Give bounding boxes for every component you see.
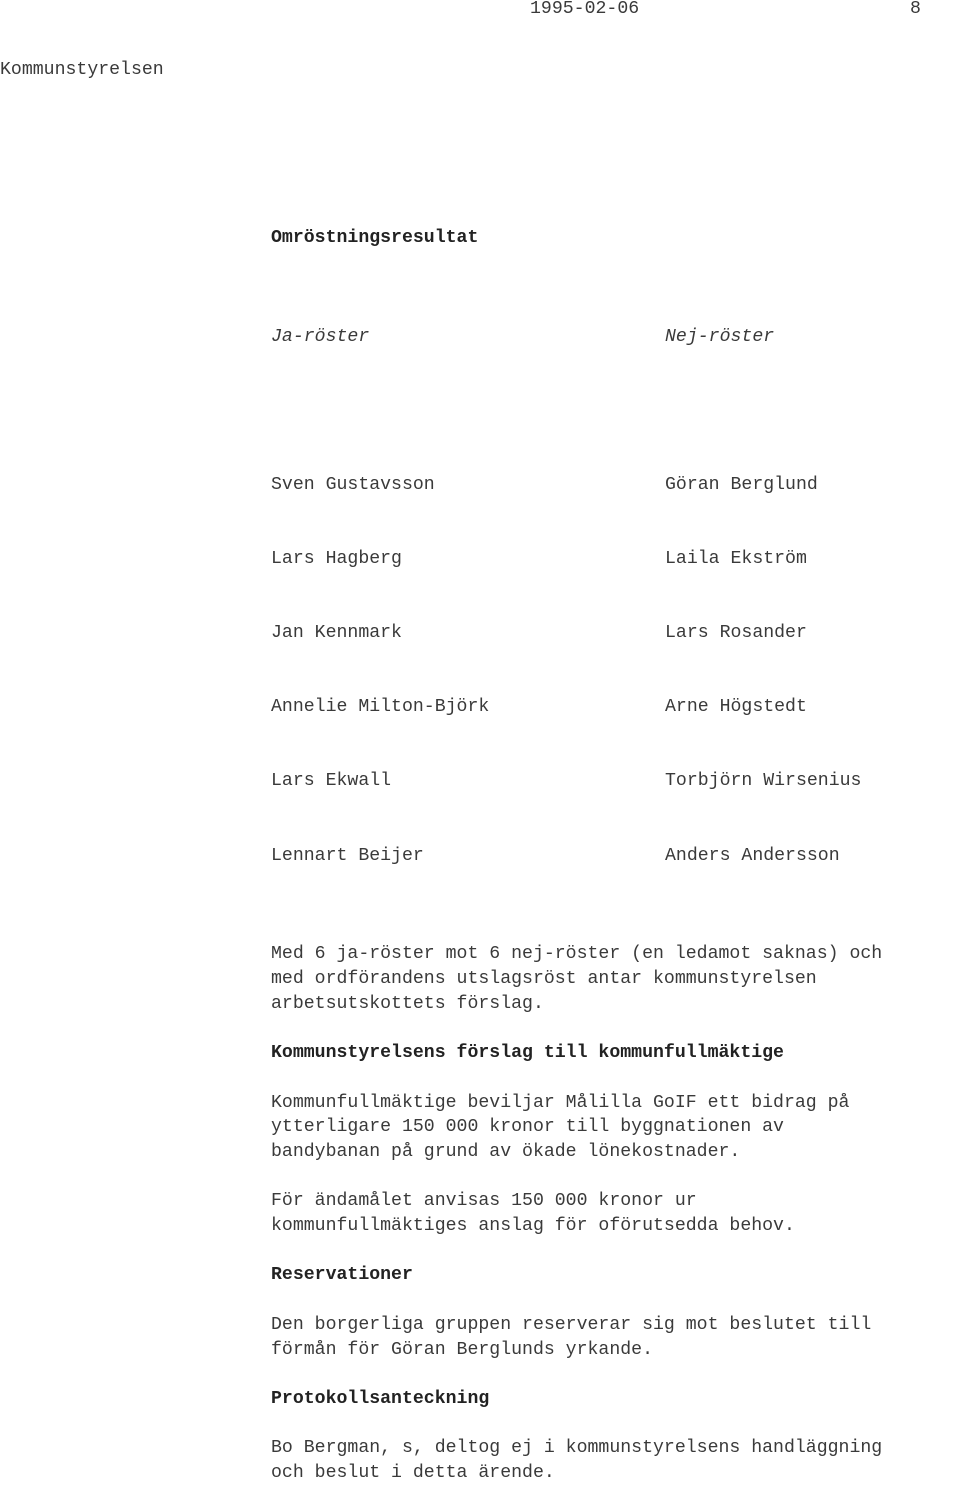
no-voter: Lars Rosander (665, 623, 807, 644)
proposal-heading: Kommunstyrelsens förslag till kommunfullmäktige (271, 1043, 784, 1064)
no-voter: Laila Ekström (665, 549, 807, 570)
no-votes-heading: Nej-röster (665, 326, 775, 347)
document-body (271, 226, 960, 1486)
yes-voter: Jan Kennmark (271, 623, 402, 644)
yes-voter: Annelie Milton-Björk (271, 697, 490, 718)
yes-votes-heading: Ja-röster (271, 326, 370, 347)
vote-summary (271, 942, 960, 1016)
protocol-note-line: Bo Bergman, s, deltog ej i kommunstyrelsens handläggning (271, 1438, 883, 1459)
reservations-line: förmån för Göran Berglunds yrkande. (271, 1339, 653, 1360)
no-votes-column (665, 275, 955, 917)
protocol-note-text (271, 1436, 960, 1485)
vote-summary-line: med ordförandens utslagsröst antar kommunstyrelsen (271, 969, 817, 990)
vote-summary-line: arbetsutskottets förslag. (271, 993, 544, 1014)
reservations-heading: Reservationer (271, 1265, 413, 1286)
proposal-line: För ändamålet anvisas 150 000 kronor ur (271, 1191, 697, 1212)
proposal-line: kommunfullmäktiges anslag för oförutsedda behov. (271, 1216, 795, 1237)
no-voter: Torbjörn Wirsenius (665, 771, 862, 792)
vote-result-heading: Omröstningsresultat (271, 228, 479, 248)
proposal-paragraph-1 (271, 1091, 960, 1165)
vote-table (271, 275, 960, 917)
vote-summary-line: Med 6 ja-röster mot 6 nej-röster (en ledamot saknas) och (271, 944, 883, 965)
reservations-text (271, 1313, 960, 1362)
proposal-line: ytterligare 150 000 kronor till byggnationen av (271, 1117, 784, 1138)
protocol-note-line: och beslut i detta ärende. (271, 1463, 555, 1483)
yes-votes-column (271, 275, 665, 917)
no-voter: Anders Andersson (665, 845, 840, 866)
yes-voter: Lars Ekwall (271, 771, 392, 792)
page-number: 8 (910, 0, 921, 19)
organization-name: Kommunstyrelsen (0, 60, 164, 80)
yes-voter: Lennart Beijer (271, 845, 424, 866)
proposal-line: Kommunfullmäktige beviljar Målilla GoIF ett bidrag på (271, 1092, 850, 1113)
yes-voter: Sven Gustavsson (271, 475, 435, 495)
protocol-note-heading: Protokollsanteckning (271, 1388, 490, 1409)
proposal-line: bandybanan på grund av ökade lönekostnader. (271, 1141, 741, 1162)
header-date: 1995-02-06 (530, 0, 640, 19)
proposal-paragraph-2 (271, 1189, 960, 1238)
no-voter: Göran Berglund (665, 475, 818, 495)
yes-voter: Lars Hagberg (271, 549, 402, 570)
no-voter: Arne Högstedt (665, 697, 807, 718)
reservations-line: Den borgerliga gruppen reserverar sig mot beslutet till (271, 1314, 872, 1335)
